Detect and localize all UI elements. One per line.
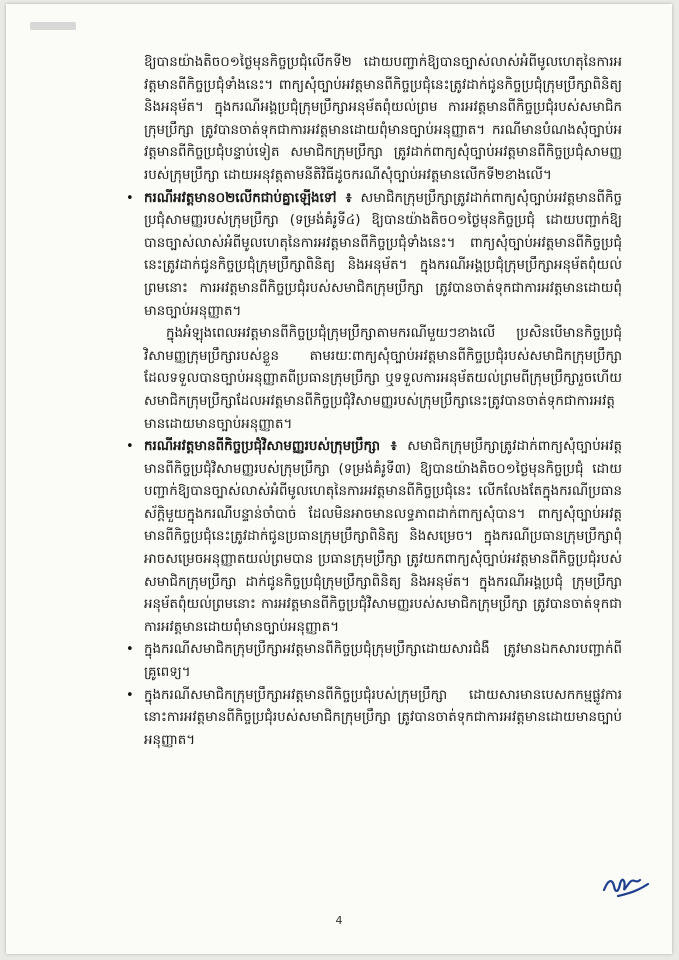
paragraph-3 [144, 323, 622, 436]
list-item [126, 188, 622, 324]
paragraph-1-text: ឱ្យបានយ៉ាងតិច០១ថ្ងៃមុនកិច្ចប្រជុំលើកទី២ ដោយបញ្ជាក់ឱ្យបានច្បាស់លាស់អំពីមូលហេតុនៃការអវត្តមានពីកិច្ចប្រជុំទាំងនេះ។ ពាក្យសុំច្បាប់អវត្តមានពីកិច្ចប្រជុំនេះត្រូវដាក់ជូនកិច្ចប្រជុំក្រុមប្រឹក្សាពិនិត្យ និងអនុម័ត។ ក្នុងករណីអង្គប្រជុំក្រុមប្រឹក្សាអនុម័តពុំយល់ព្រម ការអវត្តមានពីកិច្ចប្រជុំរបស់សមាជិកក្រុមប្រឹក្សា ត្រូវបានចាត់ទុកជាការអវត្តមានដោយពុំមានច្បាប់អនុញ្ញាត។ ករណីមានបំណងសុំច្បាប់អវត្តមានពីកិច្ចប្រជុំបន្ទាប់ទៀត សមាជិកក្រុមប្រឹក្សា ត្រូវដាក់ពាក្យសុំច្បាប់អវត្តមានពីកិច្ចប្រជុំសាមញ្ញរបស់ក្រុមប្រឹក្សា ដោយអនុវត្តតាមនីតិវិធីដូចករណីសុំច្បាប់អវត្តមានលើកទី២ខាងលើ។ [144, 55, 622, 183]
paragraph-3-text: ក្នុងអំឡុងពេលអវត្តមានពីកិច្ចប្រជុំក្រុមប្រឹក្សាតាមករណីមួយៗខាងលើ ប្រសិនបើមានកិច្ចប្រជុំវិសាមញ្ញក្រុមប្រឹក្សារបស់ខ្លួន តាមរយៈពាក្យសុំច្បាប់អវត្តមានពីកិច្ចប្រជុំរបស់សមាជិកក្រុមប្រឹក្សា ដែលទទួលបានច្បាប់អនុញ្ញាតពីប្រធានក្រុមប្រឹក្សា ឬទទួលការអនុម័តយល់ព្រមពីក្រុមប្រឹក្សារួចហើយ សមាជិកក្រុមប្រឹក្សាដែលអវត្តមានពីកិច្ចប្រជុំវិសាមញ្ញរបស់ក្រុមប្រឹក្សានេះត្រូវបានចាត់ទុកជាការអវត្តមានដោយមានច្បាប់អនុញ្ញាត។ [144, 326, 622, 432]
paragraph-1 [144, 52, 622, 188]
list-item [126, 436, 622, 639]
list-item-heading: ករណីអវត្តមានពីកិច្ចប្រជុំវិសាមញ្ញរបស់ក្រុមប្រឹក្សា ៖ [144, 439, 397, 455]
list-item-text: សមាជិកក្រុមប្រឹក្សាត្រូវដាក់ពាក្យសុំច្បាប់អវត្តមានពីកិច្ចប្រជុំវិសាមញ្ញរបស់ក្រុមប្រឹក្សា (ទម្រង់គំរូទី៣) ឱ្យបានយ៉ាងតិច០១ថ្ងៃមុនកិច្ចប្រជុំ ដោយបញ្ជាក់ឱ្យបានច្បាស់លាស់អំពីមូលហេតុនៃការអវត្តមានពីកិច្ចប្រជុំនេះ លើកលែងតែក្នុងករណីប្រធានស័ក្តិមួយក្នុងករណីបន្ទាន់ចាំបាច់ ដែលមិនអាចមានលទ្ធភាពដាក់ពាក្យសុំបាន។ ពាក្យសុំច្បាប់អវត្តមានពីកិច្ចប្រជុំនេះត្រូវដាក់ជូនប្រធានក្រុមប្រឹក្សាពិនិត្យ និងសម្រេច។ ក្នុងករណីប្រធានក្រុមប្រឹក្សាពុំអាចសម្រេចអនុញ្ញាតយល់ព្រមបាន ប្រធានក្រុមប្រឹក្សា ត្រូវយកពាក្យសុំច្បាប់អវត្តមានពីកិច្ចប្រជុំរបស់សមាជិកក្រុមប្រឹក្សា ដាក់ជូនកិច្ចប្រជុំក្រុមប្រឹក្សាពិនិត្យ និងអនុម័ត។ ក្នុងករណីអង្គប្រជុំ ក្រុមប្រឹក្សាអនុម័តពុំយល់ព្រមនោះ ការអវត្តមានពីកិច្ចប្រជុំវិសាមញ្ញរបស់សមាជិកក្រុមប្រឹក្សា ត្រូវបានចាត់ទុកជាការអវត្តមានដោយពុំមានច្បាប់អនុញ្ញាត។ [144, 439, 622, 635]
list-item [126, 685, 622, 753]
list-item [126, 639, 622, 684]
list-item-text: សមាជិកក្រុមប្រឹក្សាត្រូវដាក់ពាក្យសុំច្បាប់អវត្តមានពីកិច្ចប្រជុំសាមញ្ញរបស់ក្រុមប្រឹក្សា (ទម្រង់គំរូទី៤) ឱ្យបានយ៉ាងតិច០១ថ្ងៃមុនកិច្ចប្រជុំ ដោយបញ្ជាក់ឱ្យបានច្បាស់លាស់អំពីមូលហេតុនៃការអវត្តមានពីកិច្ចប្រជុំទាំងនេះ។ ពាក្យសុំច្បាប់អវត្តមានពីកិច្ចប្រជុំនេះត្រូវដាក់ជូនកិច្ចប្រជុំក្រុមប្រឹក្សាពិនិត្យ និងអនុម័ត។ ក្នុងករណីអង្គប្រជុំក្រុមប្រឹក្សាអនុម័តពុំយល់ព្រមនោះ ការអវត្តមានពីកិច្ចប្រជុំរបស់សមាជិកក្រុមប្រឹក្សា ត្រូវបានចាត់ទុកជាការអវត្តមានដោយពុំមានច្បាប់អនុញ្ញាត។ [144, 190, 622, 319]
bullet-icon: • [126, 190, 134, 206]
body-text [126, 52, 622, 752]
list-item-heading: ករណីអវត្តមាន០២លើកជាប់គ្នាឡើងទៅ ៖ [144, 190, 352, 206]
list-item-text: ក្នុងករណីសមាជិកក្រុមប្រឹក្សាអវត្តមានពីកិច្ចប្រជុំក្រុមប្រឹក្សាដោយសារជំងឺ ត្រូវមានឯកសារបញ្ជាក់ពីគ្រូពេទ្យ។ [144, 642, 622, 681]
header-mark [30, 22, 76, 30]
bullet-icon: • [126, 439, 134, 455]
bullet-icon: • [126, 642, 134, 658]
bullet-icon: • [126, 687, 134, 703]
document-page [6, 4, 672, 954]
signature-icon [600, 870, 652, 902]
page-number: 4 [335, 914, 343, 927]
list-item-text: ក្នុងករណីសមាជិកក្រុមប្រឹក្សាអវត្តមានពីកិច្ចប្រជុំរបស់ក្រុមប្រឹក្សា ដោយសារមានបេសកកម្មផ្លូវការ នោះការអវត្តមានពីកិច្ចប្រជុំរបស់សមាជិកក្រុមប្រឹក្សា ត្រូវបានចាត់ទុកជាការអវត្តមានដោយមានច្បាប់អនុញ្ញាត។ [144, 687, 622, 748]
